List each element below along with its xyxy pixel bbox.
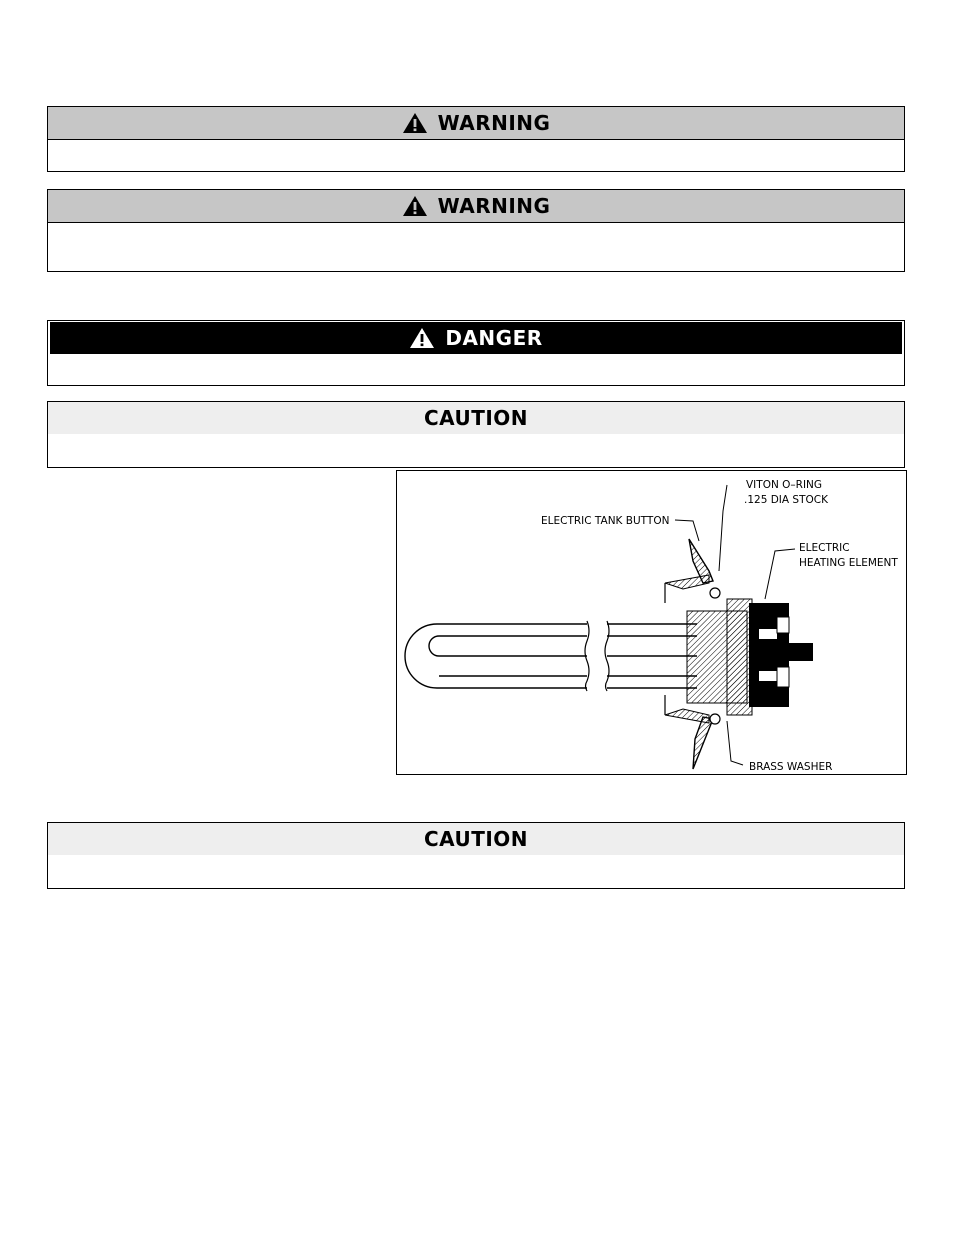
danger-title: DANGER [445,326,543,350]
brass-washer-label: BRASS WASHER [749,761,833,773]
warning-triangle-icon [409,327,435,349]
caution-header [48,823,904,855]
heating-element-diagram [396,470,907,775]
heating-element-drawing [397,471,906,774]
element-tube [405,624,697,688]
caution-notice-1 [47,401,905,468]
oring-label-line1: VITON O–RING [746,479,823,491]
warning-title: WARNING [437,111,551,135]
element-label-line1: ELECTRIC [799,542,850,554]
element-label-line2: HEATING ELEMENT [799,557,898,569]
warning-triangle-icon [402,112,428,134]
warning-triangle-icon [402,195,428,217]
tank-button-label: ELECTRIC TANK BUTTON [541,515,670,527]
warning-notice-1 [47,106,905,172]
warning-notice-2 [47,189,905,272]
warning-header [48,190,904,223]
warning-header [48,107,904,140]
caution-title: CAUTION [423,827,529,851]
danger-header [50,322,902,354]
caution-header [48,402,904,434]
warning-title: WARNING [437,194,551,218]
danger-notice [47,320,905,386]
warning-body [48,140,904,172]
caution-notice-2 [47,822,905,889]
element-head [749,603,813,707]
caution-title: CAUTION [423,406,529,430]
oring-label-line2: .125 DIA STOCK [744,494,828,506]
